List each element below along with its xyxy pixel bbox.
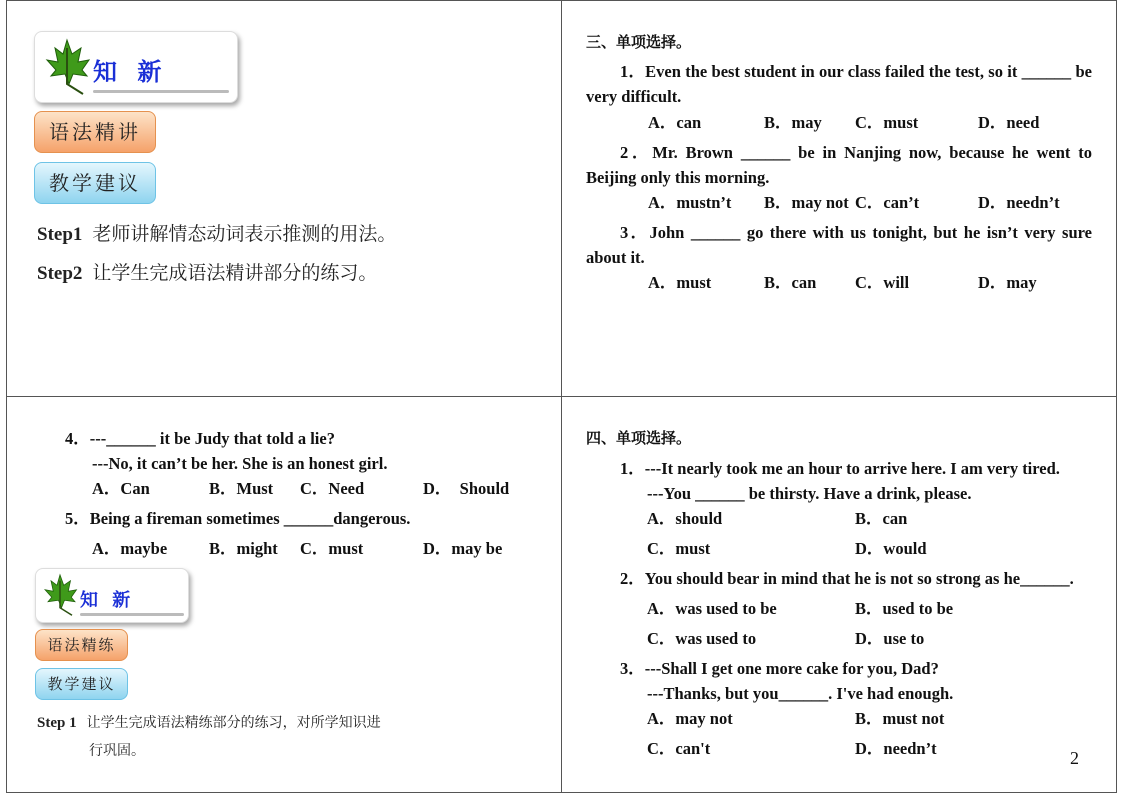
- option[interactable]: A．can: [648, 113, 702, 132]
- step-label: Step 1: [37, 715, 77, 731]
- teaching-advice-button[interactable]: 教学建议: [35, 668, 128, 700]
- question-line: ---Thanks, but you______. I've had enough.: [647, 684, 954, 703]
- question-text: You should bear in mind that he is not so strong as he______.: [644, 569, 1074, 588]
- option[interactable]: A．should: [647, 509, 723, 528]
- option[interactable]: D．needn’t: [855, 739, 937, 758]
- question-number: 5．: [65, 509, 90, 528]
- step-text: 让学生完成语法精讲部分的练习。: [92, 262, 378, 284]
- slide-top-left: [6, 0, 562, 397]
- option[interactable]: B．may: [764, 113, 822, 132]
- option[interactable]: C．will: [855, 273, 910, 292]
- question: [586, 59, 1092, 109]
- question: [620, 456, 1060, 481]
- option[interactable]: B．can: [764, 273, 817, 292]
- step-label: Step1: [37, 224, 83, 245]
- question-text: Even the best student in our class failed the test, so it ______ be very difficult.: [586, 62, 1092, 106]
- question: [65, 506, 410, 531]
- question-line: ---You ______ be thirsty. Have a drink, please.: [647, 484, 972, 503]
- step-label: Step2: [37, 263, 83, 284]
- question-text: ---Shall I get one more cake for you, Dad?: [644, 659, 939, 678]
- step-line: [37, 712, 381, 732]
- question-text: ---______ it be Judy that told a lie?: [89, 429, 335, 448]
- option[interactable]: D．may: [978, 273, 1037, 292]
- option[interactable]: B．may not: [764, 193, 849, 212]
- option[interactable]: B．Must: [209, 479, 274, 498]
- option[interactable]: C．must: [855, 113, 919, 132]
- question: [620, 656, 939, 681]
- maple-leaf-icon: [43, 38, 91, 96]
- question: [586, 220, 1092, 270]
- option[interactable]: A．maybe: [92, 539, 168, 558]
- option[interactable]: A．must: [648, 273, 712, 292]
- question-number: 1．: [620, 459, 645, 478]
- question-number: 2．: [620, 569, 645, 588]
- teaching-advice-button[interactable]: 教学建议: [34, 162, 156, 204]
- page-number: 2: [1070, 748, 1079, 768]
- question-text: ---It nearly took me an hour to arrive here. I am very tired.: [644, 459, 1060, 478]
- option[interactable]: C．Need: [300, 479, 365, 498]
- question-number: 1．: [620, 62, 646, 81]
- step-line: [37, 258, 377, 285]
- option[interactable]: B．used to be: [855, 599, 954, 618]
- question-line: ---No, it can’t be her. She is an honest girl.: [92, 454, 388, 473]
- logo-underline: [80, 613, 184, 616]
- question-number: 4．: [65, 429, 90, 448]
- logo-text: 知 新: [80, 590, 135, 611]
- logo-card: [35, 568, 189, 623]
- option[interactable]: D．may be: [423, 539, 503, 558]
- option[interactable]: B．must not: [855, 709, 945, 728]
- question: [65, 426, 335, 451]
- option[interactable]: D．need: [978, 113, 1040, 132]
- option[interactable]: C．must: [647, 539, 711, 558]
- logo-underline: [93, 90, 229, 93]
- option[interactable]: D．use to: [855, 629, 925, 648]
- step-text-continued: 行巩固。: [89, 743, 145, 759]
- question-text: Mr. Brown ______ be in Nanjing now, because he went to Beijing only this morning.: [586, 143, 1092, 187]
- option[interactable]: C．can't: [647, 739, 711, 758]
- step-line: [37, 219, 396, 246]
- option[interactable]: A．mustn’t: [648, 193, 732, 212]
- option[interactable]: A．Can: [92, 479, 150, 498]
- slide-bottom-left: [6, 396, 562, 793]
- step-text: 让学生完成语法精练部分的练习，对所学知识进: [86, 715, 381, 731]
- option[interactable]: B．might: [209, 539, 278, 558]
- option[interactable]: D． Should: [423, 479, 510, 498]
- option[interactable]: A．was used to be: [647, 599, 777, 618]
- question-text: Being a fireman sometimes ______dangerous.: [89, 509, 411, 528]
- question-text: John ______ go there with us tonight, but he isn’t very sure about it.: [586, 223, 1092, 267]
- question-number: 2．: [620, 143, 653, 162]
- maple-leaf-icon: [42, 573, 78, 617]
- question: [620, 566, 1074, 591]
- section-heading: 三、单项选择。: [586, 33, 692, 51]
- grammar-button[interactable]: 语法精讲: [34, 111, 156, 153]
- option[interactable]: D．needn’t: [978, 193, 1060, 212]
- option[interactable]: C．was used to: [647, 629, 757, 648]
- option[interactable]: C．can’t: [855, 193, 920, 212]
- option[interactable]: C．must: [300, 539, 364, 558]
- logo-card: [34, 31, 238, 103]
- option[interactable]: D．would: [855, 539, 927, 558]
- section-heading: 四、单项选择。: [586, 429, 692, 447]
- slide-top-right: [561, 0, 1117, 397]
- question-number: 3．: [620, 223, 650, 242]
- step-text: 老师讲解情态动词表示推测的用法。: [92, 223, 397, 245]
- option[interactable]: B．can: [855, 509, 908, 528]
- question: [586, 140, 1092, 190]
- question-number: 3．: [620, 659, 645, 678]
- slide-bottom-right: [561, 396, 1117, 793]
- grammar-practice-button[interactable]: 语法精练: [35, 629, 128, 661]
- option[interactable]: A．may not: [647, 709, 733, 728]
- logo-text: 知 新: [93, 58, 168, 86]
